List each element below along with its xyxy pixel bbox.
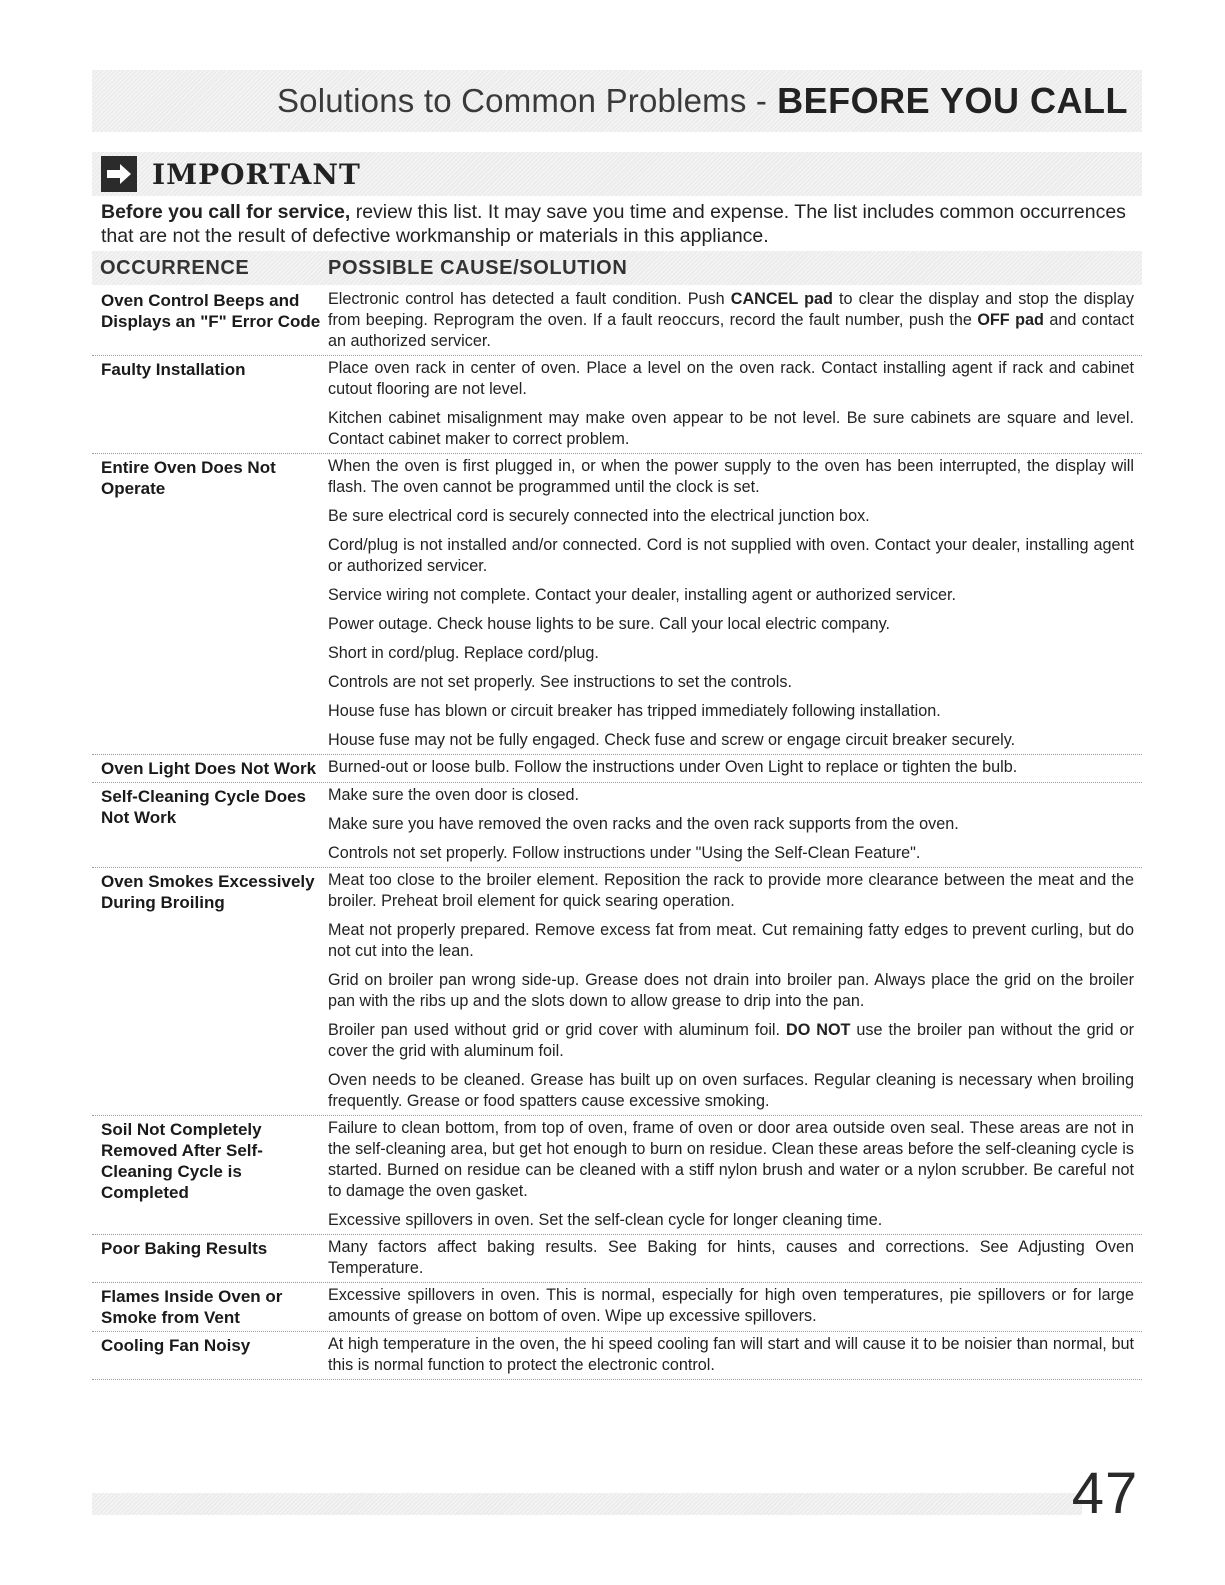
- intro-paragraph: [101, 200, 1141, 248]
- page-title: Solutions to Common Problems -: [276, 82, 768, 119]
- important-banner: [92, 152, 1142, 196]
- title-banner: [92, 70, 1142, 132]
- page-number: 47: [1071, 1461, 1139, 1526]
- solution-text: House fuse has blown or circuit breaker has tripped immediately following installation.: [328, 702, 941, 720]
- emphasis-text: OFF pad: [977, 311, 1044, 329]
- column-header-solution: POSSIBLE CAUSE/SOLUTION: [328, 256, 628, 279]
- solution-text: Grid on broiler pan wrong side-up. Grease does not drain into broiler pan. Always place the grid on the broiler pan with the ribs up and the slots down to allow grease to drip into the pan.: [328, 971, 1134, 1010]
- solution-text: Meat too close to the broiler element. Reposition the rack to provide more clearance between the meat and the broiler. Preheat broil element for quick searing operation.: [328, 871, 1134, 910]
- solution-text: Many factors affect baking results. See Baking for hints, causes and corrections. See Adjusting Oven Temperature.: [328, 1238, 1134, 1277]
- solution-text: Place oven rack in center of oven. Place a level on the oven rack. Contact installing agent if rack and cabinet cutout flooring are not level.: [328, 359, 1134, 398]
- table-row: [92, 287, 1142, 356]
- occurrence-cell: Oven Control Beeps and Displays an "F" Error Code: [101, 291, 321, 331]
- table-row: [92, 755, 1142, 783]
- column-header-occurrence: OCCURRENCE: [100, 256, 250, 279]
- solution-text: Electronic control has detected a fault condition. Push CANCEL pad to clear the display and stop the display from beeping. Reprogram the oven. If a fault reoccurs, record the fault number, push the OFF pad and contact an authorized servicer.: [328, 290, 1134, 350]
- solution-text: Make sure the oven door is closed.: [328, 786, 580, 804]
- solution-text: Failure to clean bottom, from top of oven, frame of oven or door area outside oven seal. These areas are not in the self-cleaning area, but get hot enough to burn on residue. Clean these areas before the self-cleaning cycle is started. Burned on residue can be cleaned with a stiff nylon brush and water or a nylon scrubber. Be careful not to damage the oven gasket.: [328, 1119, 1134, 1200]
- table-row: [92, 356, 1142, 454]
- solution-cell: [328, 289, 1142, 352]
- emphasis-text: CANCEL pad: [730, 290, 833, 308]
- occurrence-cell: Self-Cleaning Cycle Does Not Work: [101, 787, 307, 827]
- solution-text: At high temperature in the oven, the hi speed cooling fan will start and will cause it to be noisier than normal, but this is normal function to protect the electronic control.: [328, 1335, 1134, 1374]
- table-row: [92, 1332, 1142, 1380]
- table-row: [92, 1116, 1142, 1235]
- intro-text: review this list. It may save you time and expense. The list includes common occurrences that are not the result of defective workmanship or materials in this appliance.: [101, 201, 1126, 247]
- arrow-right-icon: [100, 155, 138, 193]
- solution-text: Oven needs to be cleaned. Grease has built up on oven surfaces. Regular cleaning is necessary when broiling frequently. Grease or food spatters cause excessive smoking.: [328, 1071, 1134, 1110]
- table-row: [92, 783, 1142, 868]
- solution-text: Service wiring not complete. Contact your dealer, installing agent or authorized servicer.: [328, 586, 957, 604]
- solution-text: Make sure you have removed the oven racks and the oven rack supports from the oven.: [328, 815, 959, 833]
- occurrence-cell: Poor Baking Results: [101, 1239, 268, 1258]
- solution-cell: [328, 1118, 1142, 1231]
- solution-text: Broiler pan used without grid or grid cover with aluminum foil. DO NOT use the broiler pan without the grid or cover the grid with aluminum foil.: [328, 1021, 1134, 1060]
- occurrence-cell: Entire Oven Does Not Operate: [101, 458, 276, 498]
- table-header: [92, 251, 1142, 285]
- important-label: IMPORTANT: [152, 157, 361, 191]
- occurrence-cell: Oven Light Does Not Work: [101, 759, 317, 778]
- table-row: [92, 868, 1142, 1116]
- emphasis-text: DO NOT: [786, 1021, 851, 1039]
- solution-text: Excessive spillovers in oven. This is normal, especially for high oven temperatures, pie spillovers or for large amounts of grease on bottom of oven. Wipe up excessive spillovers.: [328, 1286, 1134, 1325]
- solution-text: Kitchen cabinet misalignment may make oven appear to be not level. Be sure cabinets are square and level. Contact cabinet maker to correct problem.: [328, 409, 1134, 448]
- solution-text: Power outage. Check house lights to be sure. Call your local electric company.: [328, 615, 891, 633]
- solution-text: Burned-out or loose bulb. Follow the instructions under Oven Light to replace or tighten the bulb.: [328, 758, 1018, 776]
- solution-text: Be sure electrical cord is securely connected into the electrical junction box.: [328, 507, 870, 525]
- occurrence-cell: Soil Not Completely Removed After Self-Cleaning Cycle is Completed: [101, 1120, 263, 1202]
- solution-cell: [328, 1285, 1142, 1328]
- occurrence-cell: Oven Smokes Excessively During Broiling: [101, 872, 315, 912]
- table-row: [92, 1283, 1142, 1332]
- solution-text: Cord/plug is not installed and/or connected. Cord is not supplied with oven. Contact your dealer, installing agent or authorized servicer.: [328, 536, 1134, 575]
- solution-text: Excessive spillovers in oven. Set the self-clean cycle for longer cleaning time.: [328, 1211, 883, 1229]
- footer-bar: [92, 1493, 1082, 1515]
- table-row: [92, 454, 1142, 755]
- solution-cell: [328, 456, 1142, 751]
- solution-text: Meat not properly prepared. Remove excess fat from meat. Cut remaining fatty edges to prevent curling, but do not cut into the lean.: [328, 921, 1134, 960]
- occurrence-cell: Faulty Installation: [101, 360, 246, 379]
- solution-cell: [328, 870, 1142, 1112]
- solution-text: Controls are not set properly. See instructions to set the controls.: [328, 673, 792, 691]
- page-title-emphasis: BEFORE YOU CALL: [777, 80, 1128, 121]
- solution-cell: [328, 757, 1142, 779]
- solution-text: House fuse may not be fully engaged. Check fuse and screw or engage circuit breaker securely.: [328, 731, 1016, 749]
- solution-cell: [328, 785, 1142, 864]
- solution-text: When the oven is first plugged in, or when the power supply to the oven has been interrupted, the display will flash. The oven cannot be programmed until the clock is set.: [328, 457, 1134, 496]
- table-row: [92, 1235, 1142, 1283]
- intro-lead: Before you call for service,: [101, 201, 351, 223]
- occurrence-cell: Cooling Fan Noisy: [101, 1336, 251, 1355]
- solution-cell: [328, 1334, 1142, 1376]
- occurrence-cell: Flames Inside Oven or Smoke from Vent: [101, 1287, 283, 1327]
- solution-cell: [328, 358, 1142, 450]
- solution-cell: [328, 1237, 1142, 1279]
- solution-text: Controls not set properly. Follow instructions under "Using the Self-Clean Feature".: [328, 844, 921, 862]
- troubleshooting-table: [92, 287, 1142, 1380]
- solution-text: Short in cord/plug. Replace cord/plug.: [328, 644, 599, 662]
